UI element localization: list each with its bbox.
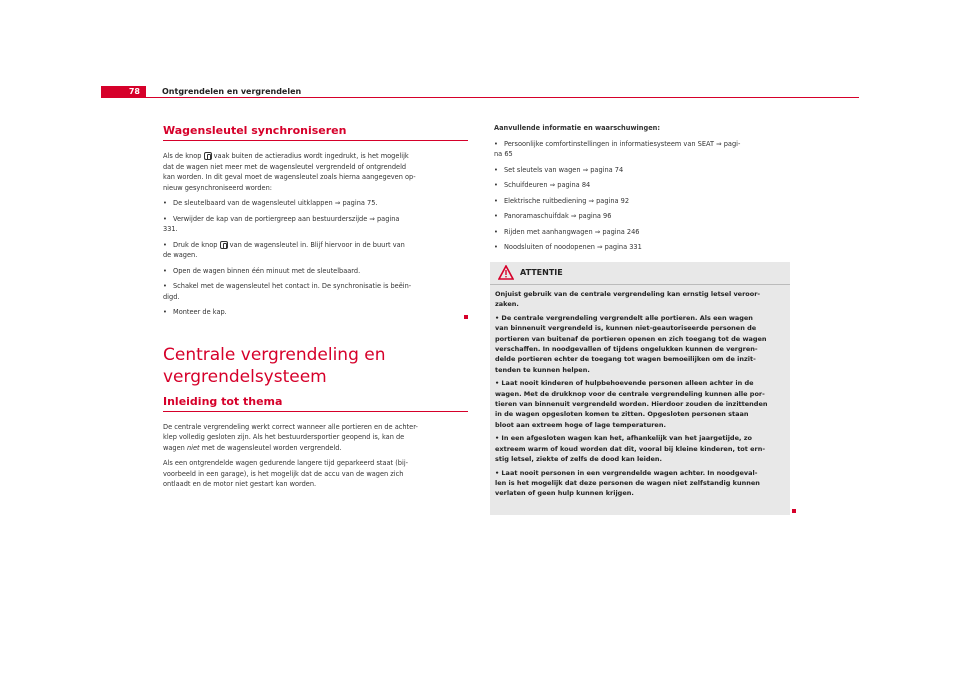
sync-step-cont: de wagen. [163, 251, 198, 259]
extra-item-cont: na 65 [494, 150, 513, 158]
sync-step: • Monteer de kap. [163, 307, 468, 318]
unlock-key-icon [204, 152, 212, 160]
section-end-marker [464, 315, 468, 319]
step-text: Druk de knop [173, 240, 218, 249]
right-column [494, 123, 792, 253]
warning-line: Onjuist gebruik van de centrale vergrendeling kan ernstig letsel veroor- [495, 290, 761, 298]
warning-line: van binnenuit vergrendeld is, kunnen niet-geautoriseerde personen de [495, 324, 757, 333]
warning-line: • Laat nooit personen in een vergrendelde wagen achter. In noodgeval- [495, 468, 758, 477]
extra-item: • Set sleutels van wagen ⇒ pagina 74 [494, 165, 792, 176]
extra-heading: Aanvullende informatie en waarschuwingen: [494, 124, 661, 132]
warning-line: • In een afgesloten wagen kan het, afhankelijk van het jaargetijde, zo [495, 434, 752, 443]
section-heading-intro: Inleiding tot thema [163, 394, 283, 408]
intro-paragraph [163, 422, 468, 454]
sync-step [163, 214, 468, 225]
chapter-heading-line: vergrendelsysteem [163, 366, 327, 387]
intro-paragraph [163, 458, 468, 490]
page-header [101, 86, 859, 98]
unlock-key-icon [220, 241, 228, 249]
warning-line: extreem warm of koud worden dat dit, vooral bij kleine kinderen, tot ern- [495, 444, 766, 453]
intro-text: Als de knop [163, 152, 202, 160]
extra-item: • Panoramaschuifdak ⇒ pagina 96 [494, 211, 792, 222]
warning-line: bloot aan extreem hoge of lage temperaturen. [495, 420, 666, 429]
warning-line: verlaten of geen hulp kunnen krijgen. [495, 489, 634, 498]
left-column [163, 123, 468, 490]
warning-title: ATTENTIE [520, 268, 563, 277]
para-text: Als een ontgrendelde wagen gedurende langere tijd geparkeerd staat (bij- [163, 459, 409, 467]
intro-text: dat de wagen niet meer met de wagensleutel vergrendeld of ontgrendeld [163, 162, 407, 171]
section-rule [163, 411, 468, 412]
warning-header [490, 262, 790, 285]
sync-step: • De sleutelbaard van de wagensleutel uitklappen ⇒ pagina 75. [163, 198, 468, 209]
warning-line: tenden te kunnen helpen. [495, 365, 590, 374]
intro-text: kan worden. In dit geval moet de wagensleutel zoals hierna aangegeven op- [163, 173, 416, 181]
chapter-heading [163, 344, 468, 388]
extra-item: • Rijden met aanhangwagen ⇒ pagina 246 [494, 227, 792, 238]
sync-step [163, 240, 468, 251]
header-rule [146, 97, 859, 98]
section-heading-sync: Wagensleutel synchroniseren [163, 124, 347, 137]
para-text: wagen [163, 443, 187, 452]
warning-line: • De centrale vergrendeling vergrendelt alle portieren. Als een wagen [495, 313, 753, 322]
warning-line: tieren van binnenuit vergrendeld worden. Hierdoor zouden de inzittenden [495, 400, 768, 409]
extra-item: • Elektrische ruitbediening ⇒ pagina 92 [494, 196, 792, 207]
extra-item: • Persoonlijke comfortinstellingen in informatiesysteem van SEAT ⇒ pagi- [494, 139, 792, 150]
intro-text: vaak buiten de actieradius wordt ingedrukt, is het mogelijk [213, 152, 409, 160]
warning-line: wagen. Met de drukknop voor de centrale vergrendeling kunnen alle por- [495, 389, 765, 398]
para-text: voorbeeld in een garage), is het mogelijk dat de accu van de wagen zich [163, 469, 404, 478]
step-text: van de wagensleutel in. Blijf hiervoor in de buurt van [229, 240, 405, 249]
para-text: De centrale vergrendeling werkt correct wanneer alle portieren en de achter- [163, 422, 418, 431]
step-text: Verwijder de kap van de portiergreep aan bestuurderszijde ⇒ pagina [173, 214, 400, 223]
para-text: met de wagensleutel worden vergrendeld. [199, 443, 342, 452]
warning-line: portieren van buitenaf de portieren openen en zich toegang tot de wagen [495, 334, 767, 343]
section-end-marker [792, 509, 796, 513]
warning-line: delde portieren echter de toegang tot wagen bemoeilijken om de inzit- [495, 355, 756, 364]
page-number: 78 [101, 86, 146, 98]
warning-line: stig letsel, ziekte of zelfs de dood kan leiden. [495, 455, 663, 464]
sync-intro [163, 151, 468, 193]
intro-text: nieuw gesynchroniseerd worden: [163, 183, 272, 192]
para-text: ontlaadt en de motor niet gestart kan worden. [163, 480, 317, 488]
sync-step: • Schakel met de wagensleutel het contact in. De synchronisatie is beëin- [163, 281, 468, 292]
page-title: Ontgrendelen en vergrendelen [162, 87, 302, 96]
para-emphasis: niet [186, 443, 200, 452]
warning-line: len is het mogelijk dat deze personen de wagen niet zelfstandig kunnen [495, 478, 760, 487]
para-text: klep volledig gesloten zijn. Als het bestuurdersportier geopend is, kan de [163, 433, 405, 441]
extra-item: • Schuifdeuren ⇒ pagina 84 [494, 180, 792, 191]
extra-item: • Noodsluiten of noodopenen ⇒ pagina 331 [494, 242, 792, 253]
warning-triangle-icon [498, 265, 514, 280]
section-rule [163, 140, 468, 141]
chapter-heading-line: Centrale vergrendeling en [163, 344, 386, 365]
warning-line: • Laat nooit kinderen of hulpbehoevende personen alleen achter in de [495, 379, 754, 388]
warning-body [490, 285, 790, 499]
warning-box [490, 262, 790, 515]
warning-line: verschaffen. In noodgevallen of tijdens ongelukken kunnen de vergren- [495, 345, 758, 354]
warning-line: zaken. [495, 300, 519, 309]
sync-step-cont: digd. [163, 292, 180, 301]
warning-line: in de wagen opgesloten komen te zitten. Opgesloten personen staan [495, 410, 749, 419]
sync-step-cont: 331. [163, 225, 178, 233]
sync-step: • Open de wagen binnen één minuut met de sleutelbaard. [163, 266, 468, 277]
